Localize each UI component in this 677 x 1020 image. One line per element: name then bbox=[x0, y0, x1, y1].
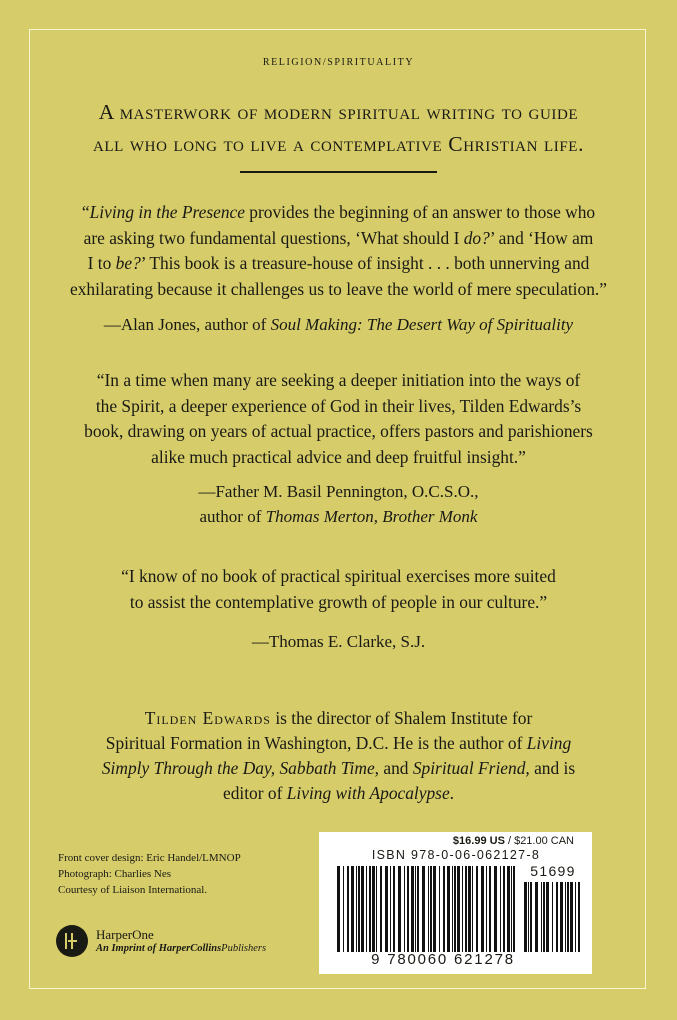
barcode-bar bbox=[528, 882, 529, 952]
barcode-bar bbox=[511, 866, 512, 952]
barcode-bar bbox=[439, 866, 440, 952]
barcode-label bbox=[319, 832, 592, 974]
barcode-bar bbox=[454, 866, 456, 952]
barcode-bar bbox=[462, 866, 463, 952]
divider-rule bbox=[240, 171, 437, 173]
barcode-bar bbox=[535, 882, 538, 952]
barcode-bar bbox=[500, 866, 501, 952]
barcode-bar bbox=[452, 866, 453, 952]
ean-digits: 9 780060 621278 bbox=[371, 951, 515, 968]
barcode-bar bbox=[552, 882, 553, 952]
author-bio: Tilden Edwards is the director of Shalem Institute for Spiritual Formation in Washington, D.C. He is the author of Living Simply Through the Day, Sabbath Time, and Spiritual Friend, and is editor of Living with Apocalypse. bbox=[101, 708, 576, 803]
barcode-bar bbox=[356, 866, 357, 952]
barcode-bar bbox=[476, 866, 478, 952]
barcode-bar bbox=[415, 866, 416, 952]
barcode-bar bbox=[503, 866, 505, 952]
barcode-bar bbox=[546, 882, 549, 952]
barcode-bar bbox=[385, 866, 388, 952]
barcode-bar bbox=[457, 866, 460, 952]
quote-line: to assist the contemplative growth of people in our culture.” bbox=[129, 591, 548, 612]
publisher-logo-block bbox=[56, 925, 266, 957]
barcode-bar bbox=[468, 866, 471, 952]
attribution-alan-jones: —Alan Jones, author of Soul Making: The Desert Way of Spirituality bbox=[103, 315, 574, 334]
tagline-line-1: A masterwork of modern spiritual writing to guide bbox=[98, 100, 579, 124]
barcode-bar bbox=[556, 882, 558, 952]
barcode-bar bbox=[393, 866, 395, 952]
barcode-bar bbox=[337, 866, 340, 952]
barcode-bar bbox=[465, 866, 467, 952]
barcode-bar bbox=[361, 866, 364, 952]
publisher-name: HarperOne bbox=[96, 926, 154, 942]
quote-line: the Spirit, a deeper experience of God in their lives, Tilden Edwards’s bbox=[95, 395, 582, 416]
barcode-bar bbox=[366, 866, 367, 952]
quote-clarke bbox=[60, 564, 617, 615]
quote-pennington bbox=[60, 368, 617, 470]
tagline-line-2: all who long to live a contemplative Christian life. bbox=[92, 132, 585, 156]
barcode-bar bbox=[369, 866, 371, 952]
book-title: Living in the Presence bbox=[89, 202, 245, 222]
barcode-bar bbox=[472, 866, 473, 952]
barcode-bar bbox=[433, 866, 436, 952]
barcode-bar bbox=[541, 882, 542, 952]
price: $16.99 US / $21.00 CAN bbox=[452, 835, 574, 847]
barcode-bar bbox=[560, 882, 563, 952]
barcode-bar bbox=[578, 882, 580, 952]
addon-digits: 51699 bbox=[530, 863, 576, 879]
barcode-bar bbox=[343, 866, 344, 952]
barcode-bar bbox=[489, 866, 491, 952]
cover-credits: Front cover design: Eric Handel/LMNOP Photograph: Charlies Nes Courtesy of Liaison International. bbox=[58, 852, 241, 896]
category-label: RELIGION/SPIRITUALITY bbox=[262, 57, 415, 68]
barcode-bar bbox=[507, 866, 510, 952]
barcode-bar bbox=[404, 866, 405, 952]
barcode-bar bbox=[358, 866, 360, 952]
barcode-bar bbox=[422, 866, 425, 952]
barcode-bar bbox=[347, 866, 349, 952]
barcode-bar bbox=[428, 866, 429, 952]
barcode-bar bbox=[430, 866, 432, 952]
quote-line: alike much practical advice and deep fruitful insight.” bbox=[151, 446, 526, 467]
tagline bbox=[40, 96, 637, 160]
barcode-bar bbox=[380, 866, 382, 952]
attribution-pennington: —Father M. Basil Pennington, O.C.S.O., author of Thomas Merton, Brother Monk bbox=[198, 482, 479, 526]
barcode-bar bbox=[494, 866, 497, 952]
barcode-bar bbox=[447, 866, 450, 952]
barcode-bar bbox=[390, 866, 391, 952]
barcode-bar bbox=[570, 882, 573, 952]
barcode-bar bbox=[486, 866, 487, 952]
quote-line: “I know of no book of practical spiritual exercises more suited bbox=[121, 566, 556, 586]
barcode-bar bbox=[513, 866, 515, 952]
barcode-bar bbox=[443, 866, 445, 952]
quote-line: book, drawing on years of actual practice, offers pastors and parishioners bbox=[84, 421, 593, 441]
barcode-bar bbox=[372, 866, 375, 952]
barcode-bar bbox=[530, 882, 532, 952]
barcode-bar bbox=[481, 866, 484, 952]
quote-line: exhilarating because it challenges us to leave the world of mere speculation.” bbox=[70, 278, 607, 299]
barcode-bar bbox=[567, 882, 569, 952]
attribution-clarke: —Thomas E. Clarke, S.J. bbox=[251, 632, 426, 651]
quote-line: “In a time when many are seeking a deeper initiation into the ways of bbox=[96, 370, 581, 390]
barcode-bar bbox=[417, 866, 419, 952]
barcode-bar bbox=[565, 882, 566, 952]
barcode-bar bbox=[411, 866, 414, 952]
harperone-logo-icon bbox=[56, 925, 88, 957]
quote-line: I to be?’ This book is a treasure-house of insight . . . both unnerving and bbox=[87, 253, 590, 273]
isbn-text: ISBN 978-0-06-062127-8 bbox=[371, 848, 541, 862]
author-name: Tilden Edwards bbox=[144, 708, 271, 728]
barcode-bar bbox=[407, 866, 409, 952]
barcode-bar bbox=[543, 882, 545, 952]
quote-alan-jones bbox=[60, 200, 617, 302]
barcode-bar bbox=[575, 882, 576, 952]
barcode-bar bbox=[351, 866, 354, 952]
publisher-imprint: An Imprint of HarperCollinsPublishers bbox=[96, 942, 267, 954]
barcode-bar bbox=[524, 882, 527, 952]
quote-line: “Living in the Presence provides the beginning of an answer to those who bbox=[81, 202, 596, 222]
quote-line: are asking two fundamental questions, ‘What should I do?’ and ‘How am bbox=[83, 227, 594, 248]
barcode-bar bbox=[376, 866, 377, 952]
barcode-bar bbox=[398, 866, 401, 952]
